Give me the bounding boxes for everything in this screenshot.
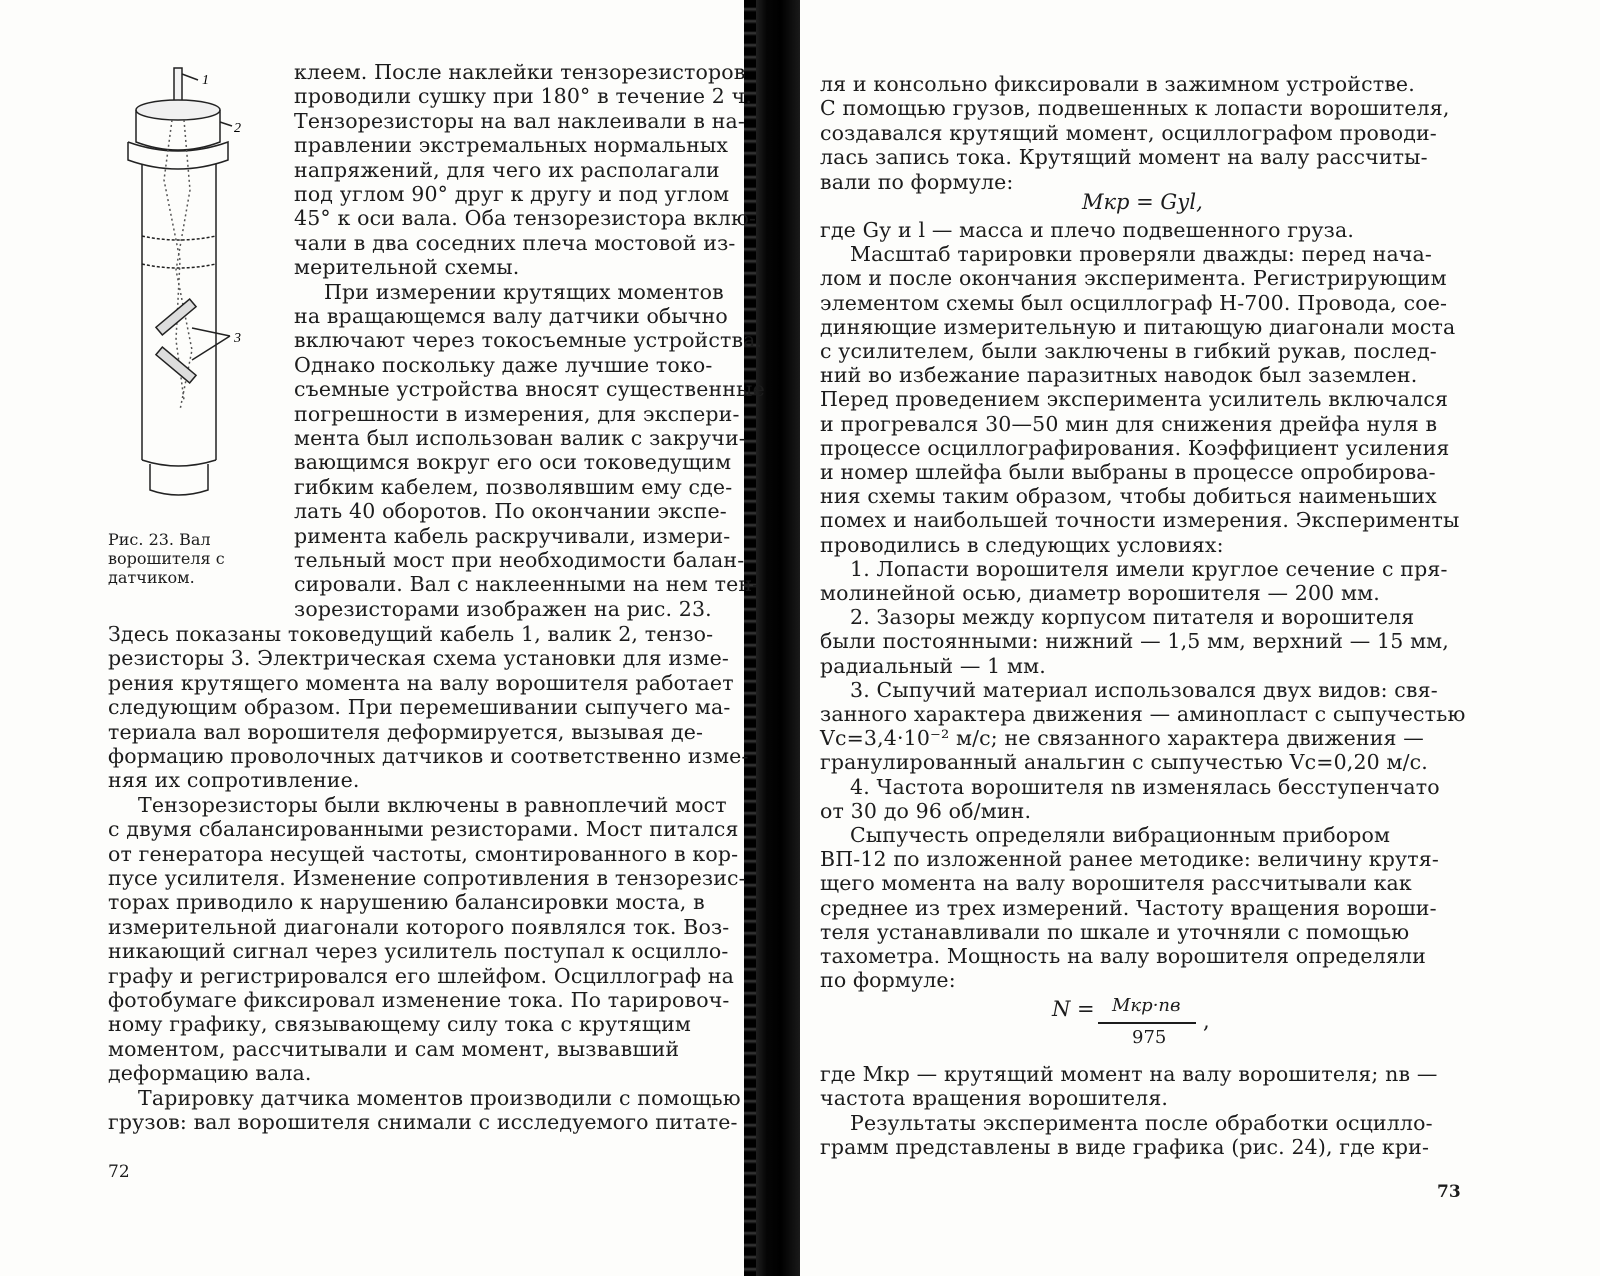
text-line: проводили сушку при 180° в течение 2 ч. [294, 84, 753, 109]
text-line: на вращающемся валу датчики обычно [294, 304, 728, 328]
text-line: гранулированный анальгин с сыпучестью Vс=0,20 м/с. [820, 750, 1428, 775]
text-line: 2. Зазоры между корпусом питателя и ворошителя [850, 605, 1415, 630]
text-line: моментом, рассчитывали и сам момент, вызвавший [108, 1036, 680, 1061]
text-line: Однако поскольку даже лучшие токо- [294, 352, 713, 377]
text-line: торах приводило к нарушению балансировки моста, в [108, 890, 705, 915]
text-line: Масштаб тарировки проверяли дважды: перед нача- [850, 242, 1433, 267]
text-line: никающий сигнал через усилитель поступал к осцилло- [108, 939, 729, 964]
text-line: по формуле: [820, 968, 956, 993]
text-line: Тарировку датчика моментов производили с помощью [138, 1085, 741, 1110]
text-line: занного характера движения — аминопласт с сыпучестью [820, 702, 1466, 726]
text-line: мерительной схемы. [294, 255, 520, 280]
text-line: следующим образом. При перемешивании сыпучего ма- [108, 695, 731, 720]
text-line: 4. Частота ворошителя nв изменялась бесступенчато [850, 774, 1440, 799]
formula-power-lhs: N = [1052, 997, 1095, 1021]
text-line: с усилителем, были заключены в гибкий рукав, послед- [820, 339, 1437, 363]
text-line: проводились в следующих условиях: [820, 532, 1224, 557]
text-line: лась запись тока. Крутящий момент на валу рассчиты- [820, 145, 1428, 170]
text-line: включают через токосъемные устройства. [294, 328, 763, 353]
figure-leader-3 [192, 328, 230, 360]
figure-caption [108, 530, 268, 587]
text-line: формацию проволочных датчиков и соответственно изме- [108, 744, 749, 768]
text-line: элементом схемы был осциллограф Н-700. Провода, сое- [820, 290, 1448, 315]
text-line: с двумя сбалансированными резисторами. Мост питался [108, 817, 739, 842]
page-number-right: 73 [1437, 1182, 1461, 1202]
text-line: под углом 90° друг к другу и под углом [294, 182, 730, 206]
text-line: резисторы 3. Электрическая схема установки для изме- [108, 646, 729, 671]
figure-leader-2 [220, 122, 232, 126]
text-line: радиальный — 1 мм. [820, 653, 1046, 678]
text-line: няя их сопротивление. [108, 768, 360, 793]
text-line: графу и регистрировался его шлейфом. Осциллограф на [108, 963, 735, 988]
text-line: и номер шлейфа были выбраны в процессе опробирова- [820, 460, 1436, 484]
figure-leader-1 [182, 74, 198, 80]
gutter-edge [744, 0, 756, 1276]
text-line: чали в два соседних плеча мостовой из- [294, 230, 736, 255]
text-line: погрешности в измерения, для экспери- [294, 401, 740, 426]
text-line: диняющие измерительную и питающую диагонали моста [820, 314, 1456, 339]
text-line: зорезисторами изображен на рис. 23. [294, 596, 712, 621]
text-line: ному графику, связывающему силу тока с крутящим [108, 1012, 691, 1037]
text-line: молинейной осью, диаметр ворошителя — 200 мм. [820, 581, 1380, 605]
text-line: грамм представлены в виде графика (рис. 24), где кри- [820, 1135, 1430, 1160]
caption-line: датчиком. [108, 568, 195, 587]
text-line: съемные устройства вносят существенные [294, 377, 765, 402]
caption-line: ворошителя с [108, 549, 225, 568]
page-number-left: 72 [108, 1162, 130, 1182]
text-line: деформацию вала. [108, 1061, 312, 1086]
text-line: среднее из трех измерений. Частоту вращения вороши- [820, 895, 1437, 920]
text-line: от генератора несущей частоты, смонтированного в кор- [108, 841, 739, 866]
text-line: ВП-12 по изложенной ранее методике: величину крутя- [820, 847, 1439, 872]
formula-fraction-bar [1098, 1022, 1196, 1024]
text-line: вающимся вокруг его оси токоведущим [294, 450, 732, 475]
formula-torque: Mкр = Gуl, [1082, 190, 1203, 214]
text-line: рения крутящего момента на валу ворошителя работает [108, 670, 734, 695]
formula-power-numerator: Mкр·nв [1112, 995, 1181, 1016]
text-line: грузов: вал ворошителя снимали с исследуемого питате- [108, 1110, 738, 1134]
caption-line: Рис. 23. Вал [108, 530, 211, 549]
text-line: вали по формуле: [820, 169, 1014, 194]
text-line: где Gу и l — масса и плечо подвешенного груза. [820, 218, 1355, 242]
shaft-sensor-figure [120, 60, 260, 520]
text-line: Здесь показаны токоведущий кабель 1, валик 2, тензо- [108, 622, 714, 646]
text-line: тельный мост при необходимости балан- [294, 548, 745, 572]
text-line: пусе усилителя. Изменение сопротивления в тензорезис- [108, 866, 746, 890]
text-line: териала вал ворошителя деформируется, вызывая де- [108, 719, 704, 744]
text-line: мента был использован валик с закручи- [294, 426, 746, 450]
text-line: Тензорезисторы на вал наклеивали в на- [294, 108, 745, 133]
text-line: тахометра. Мощность на валу ворошителя определяли [820, 944, 1426, 968]
text-line: Vс=3,4·10⁻² м/с; не связанного характера движения — [820, 726, 1424, 751]
text-line: где Mкр — крутящий момент на валу ворошителя; nв — [820, 1062, 1438, 1086]
text-line: создавался крутящий момент, осциллографом проводи- [820, 120, 1437, 145]
figure-label-3: 3 [234, 331, 241, 346]
formula-power-denominator: 975 [1132, 1027, 1167, 1048]
text-line: Сыпучесть определяли вибрационным прибором [850, 823, 1391, 847]
text-line: Результаты эксперимента после обработки осцилло- [850, 1110, 1433, 1135]
text-line: ний во избежание паразитных наводок был заземлен. [820, 363, 1418, 388]
figure-strain-gauge-2 [156, 347, 196, 383]
figure-label-2: 2 [234, 121, 241, 136]
text-line: С помощью грузов, подвешенных к лопасти ворошителя, [820, 96, 1450, 121]
text-line: правлении экстремальных нормальных [294, 133, 729, 158]
figure-shaft-bottom [142, 460, 216, 495]
text-line: помех и наибольшей точности измерения. Эксперименты [820, 508, 1460, 533]
text-line: римента кабель раскручивали, измери- [294, 523, 731, 548]
text-line: ля и консольно фиксировали в зажимном устройстве. [820, 72, 1415, 96]
formula-power-tail: , [1203, 1009, 1210, 1033]
text-line: щего момента на валу ворошителя рассчитывали как [820, 871, 1412, 896]
text-line: теля устанавливали по шкале и уточняли с помощью [820, 919, 1410, 944]
text-line: напряжений, для чего их располагали [294, 157, 720, 182]
text-line: 45° к оси вала. Оба тензорезистора вклю- [294, 206, 757, 231]
text-line: 3. Сыпучий материал использовался двух видов: свя- [850, 677, 1438, 702]
text-line: ния схемы таким образом, чтобы добиться наименьших [820, 484, 1437, 509]
text-line: измерительной диагонали которого появлялся ток. Воз- [108, 914, 730, 939]
text-line: гибким кабелем, позволявшим ему сде- [294, 474, 733, 499]
figure-shaft-band [142, 236, 216, 268]
figure-flange [128, 142, 228, 169]
text-line: частота вращения ворошителя. [820, 1086, 1169, 1111]
text-line: Тензорезисторы были включены в равноплечий мост [138, 792, 727, 817]
text-line: лом и после окончания эксперимента. Регистрирующим [820, 266, 1447, 291]
text-line: сировали. Вал с наклеенными на нем тен- [294, 572, 760, 597]
text-line: клеем. После наклейки тензорезисторов [294, 60, 746, 84]
text-line: 1. Лопасти ворошителя имели круглое сечение с пря- [850, 556, 1448, 581]
figure-roller-top [136, 100, 220, 120]
text-line: лать 40 оборотов. По окончании экспе- [294, 499, 727, 524]
text-line: от 30 до 96 об/мин. [820, 798, 1032, 823]
figure-label-1: 1 [202, 73, 209, 88]
text-line: При измерении крутящих моментов [324, 279, 724, 304]
text-line: и прогревался 30—50 мин для снижения дрейфа нуля в [820, 411, 1438, 436]
book-gutter [752, 0, 800, 1276]
text-line: были постоянными: нижний — 1,5 мм, верхний — 15 мм, [820, 629, 1449, 654]
text-line: Перед проведением эксперимента усилитель включался [820, 387, 1449, 412]
text-line: процессе осциллографирования. Коэффициент усиления [820, 435, 1450, 460]
text-line: фотобумаге фиксировал изменение тока. По тарировоч- [108, 988, 730, 1012]
